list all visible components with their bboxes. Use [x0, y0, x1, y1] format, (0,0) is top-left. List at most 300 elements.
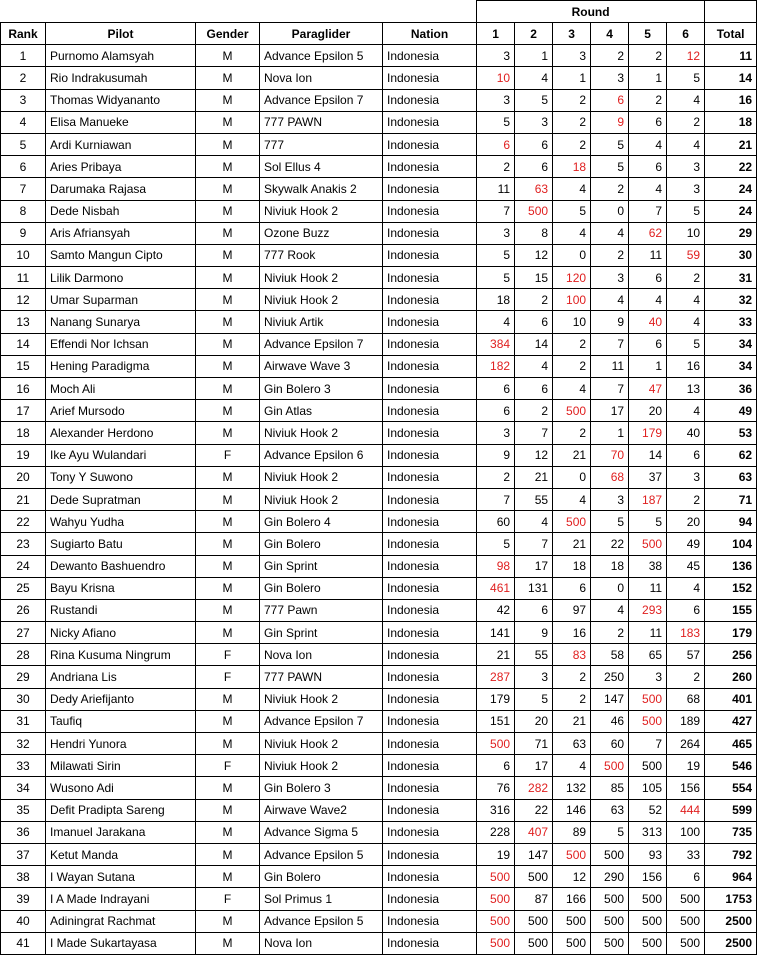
gender-cell: M — [196, 422, 260, 444]
rank-cell: 16 — [1, 378, 46, 400]
rank-cell: 6 — [1, 156, 46, 178]
total-cell: 401 — [705, 688, 757, 710]
round-4-score-cell: 68 — [591, 466, 629, 488]
round-4-score-cell: 63 — [591, 799, 629, 821]
total-cell: 179 — [705, 622, 757, 644]
pilot-cell: Umar Suparman — [46, 289, 196, 311]
rank-cell: 35 — [1, 799, 46, 821]
round-6-score-cell: 2 — [667, 111, 705, 133]
paraglider-cell: Niviuk Artik — [260, 311, 383, 333]
nation-cell: Indonesia — [383, 577, 477, 599]
total-cell: 62 — [705, 444, 757, 466]
paraglider-cell: Nova Ion — [260, 932, 383, 954]
round-6-score-cell: 500 — [667, 932, 705, 954]
round-4-score-cell: 500 — [591, 932, 629, 954]
gender-cell: M — [196, 511, 260, 533]
round-4-score-cell: 3 — [591, 488, 629, 510]
round-6-score-cell: 264 — [667, 733, 705, 755]
round-6-header: 6 — [667, 23, 705, 45]
gender-cell: M — [196, 289, 260, 311]
round-5-score-cell: 105 — [629, 777, 667, 799]
round-1-score-cell: 3 — [477, 222, 515, 244]
paraglider-cell: Advance Epsilon 6 — [260, 444, 383, 466]
rank-cell: 10 — [1, 244, 46, 266]
table-row — [1, 156, 757, 178]
nation-cell: Indonesia — [383, 67, 477, 89]
paraglider-cell: Gin Bolero — [260, 533, 383, 555]
round-2-score-cell: 6 — [515, 156, 553, 178]
total-cell: 34 — [705, 355, 757, 377]
rank-cell: 20 — [1, 466, 46, 488]
table-row — [1, 511, 757, 533]
round-6-score-cell: 3 — [667, 178, 705, 200]
header-row — [1, 23, 757, 45]
gender-cell: M — [196, 111, 260, 133]
nation-cell: Indonesia — [383, 622, 477, 644]
round-3-score-cell: 0 — [553, 466, 591, 488]
nation-cell: Indonesia — [383, 533, 477, 555]
gender-cell: F — [196, 888, 260, 910]
round-5-score-cell: 313 — [629, 821, 667, 843]
paraglider-cell: Airwave Wave 3 — [260, 355, 383, 377]
round-5-score-cell: 65 — [629, 644, 667, 666]
table-row — [1, 733, 757, 755]
table-row — [1, 333, 757, 355]
total-cell: 136 — [705, 555, 757, 577]
nation-cell: Indonesia — [383, 156, 477, 178]
nation-cell: Indonesia — [383, 244, 477, 266]
table-row — [1, 289, 757, 311]
round-6-score-cell: 68 — [667, 688, 705, 710]
pilot-cell: Ardi Kurniawan — [46, 133, 196, 155]
round-1-score-cell: 5 — [477, 267, 515, 289]
round-6-score-cell: 100 — [667, 821, 705, 843]
round-2-score-cell: 12 — [515, 444, 553, 466]
table-row — [1, 799, 757, 821]
nation-cell: Indonesia — [383, 777, 477, 799]
nation-cell: Indonesia — [383, 910, 477, 932]
total-header: Total — [705, 23, 757, 45]
gender-cell: M — [196, 466, 260, 488]
round-5-score-cell: 500 — [629, 932, 667, 954]
table-row — [1, 577, 757, 599]
round-4-score-cell: 0 — [591, 577, 629, 599]
gender-cell: M — [196, 821, 260, 843]
round-2-score-cell: 4 — [515, 67, 553, 89]
round-1-score-cell: 151 — [477, 710, 515, 732]
round-3-score-cell: 97 — [553, 599, 591, 621]
rank-cell: 11 — [1, 267, 46, 289]
round-5-score-cell: 500 — [629, 910, 667, 932]
table-row — [1, 400, 757, 422]
pilot-cell: Nanang Sunarya — [46, 311, 196, 333]
round-2-score-cell: 3 — [515, 111, 553, 133]
round-3-score-cell: 3 — [553, 45, 591, 67]
rank-cell: 2 — [1, 67, 46, 89]
round-5-score-cell: 11 — [629, 244, 667, 266]
round-1-score-cell: 98 — [477, 555, 515, 577]
nation-cell: Indonesia — [383, 378, 477, 400]
pilot-header: Pilot — [46, 23, 196, 45]
round-4-score-cell: 2 — [591, 244, 629, 266]
gender-cell: M — [196, 200, 260, 222]
round-1-score-cell: 500 — [477, 910, 515, 932]
pilot-cell: Dewanto Bashuendro — [46, 555, 196, 577]
paraglider-cell: Advance Sigma 5 — [260, 821, 383, 843]
table-row — [1, 488, 757, 510]
table-row — [1, 178, 757, 200]
round-1-score-cell: 316 — [477, 799, 515, 821]
round-6-score-cell: 49 — [667, 533, 705, 555]
gender-cell: M — [196, 244, 260, 266]
round-5-score-cell: 14 — [629, 444, 667, 466]
table-row — [1, 533, 757, 555]
round-6-score-cell: 4 — [667, 133, 705, 155]
gender-cell: M — [196, 733, 260, 755]
round-6-score-cell: 59 — [667, 244, 705, 266]
rank-cell: 4 — [1, 111, 46, 133]
table-row — [1, 133, 757, 155]
gender-cell: F — [196, 644, 260, 666]
total-cell: 152 — [705, 577, 757, 599]
round-4-score-cell: 3 — [591, 267, 629, 289]
round-6-score-cell: 156 — [667, 777, 705, 799]
round-2-score-cell: 500 — [515, 910, 553, 932]
gender-cell: M — [196, 67, 260, 89]
round-4-score-cell: 17 — [591, 400, 629, 422]
table-row — [1, 910, 757, 932]
total-cell: 24 — [705, 200, 757, 222]
round-3-score-cell: 0 — [553, 244, 591, 266]
gender-cell: M — [196, 710, 260, 732]
paraglider-cell: Niviuk Hook 2 — [260, 755, 383, 777]
round-2-score-cell: 9 — [515, 622, 553, 644]
round-1-score-cell: 179 — [477, 688, 515, 710]
round-6-score-cell: 12 — [667, 45, 705, 67]
round-2-score-cell: 500 — [515, 932, 553, 954]
round-1-score-cell: 141 — [477, 622, 515, 644]
round-1-score-cell: 182 — [477, 355, 515, 377]
header-blank-total — [705, 1, 757, 23]
round-4-score-cell: 5 — [591, 133, 629, 155]
table-row — [1, 111, 757, 133]
round-3-score-cell: 89 — [553, 821, 591, 843]
round-5-score-cell: 500 — [629, 688, 667, 710]
round-1-score-cell: 6 — [477, 400, 515, 422]
round-1-score-cell: 500 — [477, 888, 515, 910]
table-row — [1, 222, 757, 244]
pilot-cell: Ketut Manda — [46, 843, 196, 865]
total-cell: 546 — [705, 755, 757, 777]
gender-cell: M — [196, 45, 260, 67]
table-row — [1, 45, 757, 67]
round-1-score-cell: 7 — [477, 488, 515, 510]
table-row — [1, 755, 757, 777]
table-row — [1, 599, 757, 621]
round-4-score-cell: 500 — [591, 888, 629, 910]
round-2-score-cell: 8 — [515, 222, 553, 244]
paraglider-cell: 777 — [260, 133, 383, 155]
total-cell: 30 — [705, 244, 757, 266]
round-6-score-cell: 4 — [667, 311, 705, 333]
round-2-score-cell: 131 — [515, 577, 553, 599]
paraglider-cell: 777 Rook — [260, 244, 383, 266]
round-6-score-cell: 4 — [667, 289, 705, 311]
table-row — [1, 378, 757, 400]
round-2-score-cell: 20 — [515, 710, 553, 732]
pilot-cell: Nicky Afiano — [46, 622, 196, 644]
round-6-score-cell: 45 — [667, 555, 705, 577]
pilot-cell: Imanuel Jarakana — [46, 821, 196, 843]
table-row — [1, 267, 757, 289]
round-3-score-cell: 500 — [553, 932, 591, 954]
rank-cell: 24 — [1, 555, 46, 577]
round-2-score-cell: 6 — [515, 378, 553, 400]
round-6-score-cell: 40 — [667, 422, 705, 444]
gender-cell: M — [196, 622, 260, 644]
total-cell: 155 — [705, 599, 757, 621]
round-3-score-cell: 500 — [553, 910, 591, 932]
rank-cell: 29 — [1, 666, 46, 688]
total-cell: 1753 — [705, 888, 757, 910]
rank-cell: 27 — [1, 622, 46, 644]
round-3-score-cell: 12 — [553, 866, 591, 888]
total-cell: 792 — [705, 843, 757, 865]
round-5-score-cell: 38 — [629, 555, 667, 577]
total-cell: 22 — [705, 156, 757, 178]
round-5-score-cell: 3 — [629, 666, 667, 688]
header-row-group — [1, 1, 757, 23]
round-3-score-cell: 4 — [553, 178, 591, 200]
paraglider-cell: Niviuk Hook 2 — [260, 466, 383, 488]
round-6-score-cell: 6 — [667, 599, 705, 621]
round-3-score-cell: 21 — [553, 444, 591, 466]
pilot-cell: Wahyu Yudha — [46, 511, 196, 533]
nation-cell: Indonesia — [383, 400, 477, 422]
paraglider-cell: Nova Ion — [260, 644, 383, 666]
round-5-score-cell: 500 — [629, 755, 667, 777]
pilot-cell: Purnomo Alamsyah — [46, 45, 196, 67]
round-2-score-cell: 407 — [515, 821, 553, 843]
round-2-score-cell: 7 — [515, 533, 553, 555]
rank-cell: 33 — [1, 755, 46, 777]
table-row — [1, 466, 757, 488]
round-5-score-cell: 179 — [629, 422, 667, 444]
round-1-score-cell: 3 — [477, 89, 515, 111]
gender-cell: M — [196, 222, 260, 244]
round-4-score-cell: 9 — [591, 311, 629, 333]
round-2-score-cell: 4 — [515, 355, 553, 377]
round-1-score-cell: 2 — [477, 156, 515, 178]
round-4-score-cell: 9 — [591, 111, 629, 133]
rank-cell: 40 — [1, 910, 46, 932]
paraglider-cell: Niviuk Hook 2 — [260, 688, 383, 710]
gender-cell: M — [196, 89, 260, 111]
round-6-score-cell: 20 — [667, 511, 705, 533]
total-cell: 256 — [705, 644, 757, 666]
round-2-score-cell: 55 — [515, 488, 553, 510]
table-row — [1, 777, 757, 799]
round-6-score-cell: 57 — [667, 644, 705, 666]
round-5-score-cell: 500 — [629, 533, 667, 555]
pilot-cell: Arief Mursodo — [46, 400, 196, 422]
round-5-score-cell: 2 — [629, 89, 667, 111]
pilot-cell: Hendri Yunora — [46, 733, 196, 755]
pilot-cell: Rio Indrakusumah — [46, 67, 196, 89]
pilot-cell: Alexander Herdono — [46, 422, 196, 444]
round-3-score-cell: 63 — [553, 733, 591, 755]
round-3-score-cell: 16 — [553, 622, 591, 644]
round-2-score-cell: 87 — [515, 888, 553, 910]
round-3-score-cell: 500 — [553, 511, 591, 533]
round-1-score-cell: 10 — [477, 67, 515, 89]
round-group-header: Round — [477, 1, 705, 23]
paraglider-cell: Niviuk Hook 2 — [260, 289, 383, 311]
round-4-score-cell: 60 — [591, 733, 629, 755]
nation-cell: Indonesia — [383, 555, 477, 577]
nation-cell: Indonesia — [383, 466, 477, 488]
table-row — [1, 888, 757, 910]
table-row — [1, 932, 757, 954]
round-4-score-cell: 500 — [591, 843, 629, 865]
total-cell: 735 — [705, 821, 757, 843]
pilot-cell: Dede Supratman — [46, 488, 196, 510]
paraglider-cell: Gin Bolero 4 — [260, 511, 383, 533]
gender-cell: F — [196, 666, 260, 688]
round-4-score-cell: 46 — [591, 710, 629, 732]
round-1-score-cell: 500 — [477, 932, 515, 954]
pilot-cell: Taufiq — [46, 710, 196, 732]
round-3-score-cell: 500 — [553, 843, 591, 865]
paraglider-cell: Niviuk Hook 2 — [260, 733, 383, 755]
paraglider-cell: Gin Atlas — [260, 400, 383, 422]
round-6-score-cell: 189 — [667, 710, 705, 732]
round-4-header: 4 — [591, 23, 629, 45]
round-3-score-cell: 1 — [553, 67, 591, 89]
rank-cell: 7 — [1, 178, 46, 200]
round-4-score-cell: 2 — [591, 45, 629, 67]
pilot-cell: Ike Ayu Wulandari — [46, 444, 196, 466]
round-2-score-cell: 2 — [515, 400, 553, 422]
pilot-cell: Thomas Widyananto — [46, 89, 196, 111]
rank-cell: 28 — [1, 644, 46, 666]
round-5-score-cell: 156 — [629, 866, 667, 888]
nation-cell: Indonesia — [383, 866, 477, 888]
round-4-score-cell: 147 — [591, 688, 629, 710]
nation-cell: Indonesia — [383, 178, 477, 200]
pilot-cell: I Wayan Sutana — [46, 866, 196, 888]
paraglider-cell: Sol Ellus 4 — [260, 156, 383, 178]
rank-cell: 5 — [1, 133, 46, 155]
round-1-score-cell: 76 — [477, 777, 515, 799]
round-5-score-cell: 4 — [629, 289, 667, 311]
paraglider-cell: Advance Epsilon 5 — [260, 843, 383, 865]
pilot-cell: Dede Nisbah — [46, 200, 196, 222]
nation-cell: Indonesia — [383, 422, 477, 444]
nation-cell: Indonesia — [383, 267, 477, 289]
round-2-score-cell: 2 — [515, 289, 553, 311]
gender-cell: M — [196, 577, 260, 599]
round-5-score-cell: 2 — [629, 45, 667, 67]
rank-cell: 36 — [1, 821, 46, 843]
round-6-score-cell: 33 — [667, 843, 705, 865]
total-cell: 18 — [705, 111, 757, 133]
round-4-score-cell: 4 — [591, 222, 629, 244]
total-cell: 34 — [705, 333, 757, 355]
round-4-score-cell: 5 — [591, 511, 629, 533]
round-6-score-cell: 19 — [667, 755, 705, 777]
round-5-score-cell: 37 — [629, 466, 667, 488]
nation-cell: Indonesia — [383, 333, 477, 355]
table-row — [1, 644, 757, 666]
total-cell: 36 — [705, 378, 757, 400]
pilot-cell: Wusono Adi — [46, 777, 196, 799]
round-4-score-cell: 58 — [591, 644, 629, 666]
gender-cell: M — [196, 555, 260, 577]
pilot-cell: Sugiarto Batu — [46, 533, 196, 555]
table-row — [1, 67, 757, 89]
header-blank — [1, 1, 477, 23]
round-2-score-cell: 4 — [515, 511, 553, 533]
rank-cell: 34 — [1, 777, 46, 799]
total-cell: 2500 — [705, 932, 757, 954]
round-3-score-cell: 2 — [553, 666, 591, 688]
pilot-cell: Samto Mangun Cipto — [46, 244, 196, 266]
table-row — [1, 622, 757, 644]
table-row — [1, 200, 757, 222]
total-cell: 32 — [705, 289, 757, 311]
round-6-score-cell: 6 — [667, 866, 705, 888]
round-4-score-cell: 3 — [591, 67, 629, 89]
nation-cell: Indonesia — [383, 200, 477, 222]
round-3-score-cell: 2 — [553, 422, 591, 444]
paraglider-cell: 777 PAWN — [260, 666, 383, 688]
round-1-score-cell: 228 — [477, 821, 515, 843]
round-1-score-cell: 6 — [477, 133, 515, 155]
pilot-cell: Tony Y Suwono — [46, 466, 196, 488]
round-6-score-cell: 4 — [667, 400, 705, 422]
round-4-score-cell: 500 — [591, 910, 629, 932]
round-6-score-cell: 2 — [667, 267, 705, 289]
rank-cell: 1 — [1, 45, 46, 67]
pilot-cell: I A Made Indrayani — [46, 888, 196, 910]
round-5-score-cell: 187 — [629, 488, 667, 510]
rank-cell: 32 — [1, 733, 46, 755]
table-row — [1, 666, 757, 688]
gender-cell: F — [196, 755, 260, 777]
nation-cell: Indonesia — [383, 666, 477, 688]
pilot-cell: Lilik Darmono — [46, 267, 196, 289]
gender-cell: M — [196, 599, 260, 621]
round-5-score-cell: 4 — [629, 133, 667, 155]
round-2-score-cell: 500 — [515, 200, 553, 222]
total-cell: 63 — [705, 466, 757, 488]
round-1-score-cell: 3 — [477, 45, 515, 67]
pilot-cell: Bayu Krisna — [46, 577, 196, 599]
round-1-score-cell: 7 — [477, 200, 515, 222]
rank-cell: 21 — [1, 488, 46, 510]
round-2-score-cell: 6 — [515, 599, 553, 621]
round-6-score-cell: 5 — [667, 333, 705, 355]
nation-header: Nation — [383, 23, 477, 45]
total-cell: 49 — [705, 400, 757, 422]
total-cell: 24 — [705, 178, 757, 200]
gender-cell: M — [196, 311, 260, 333]
total-cell: 94 — [705, 511, 757, 533]
rank-cell: 12 — [1, 289, 46, 311]
gender-cell: M — [196, 932, 260, 954]
paraglider-cell: 777 PAWN — [260, 111, 383, 133]
